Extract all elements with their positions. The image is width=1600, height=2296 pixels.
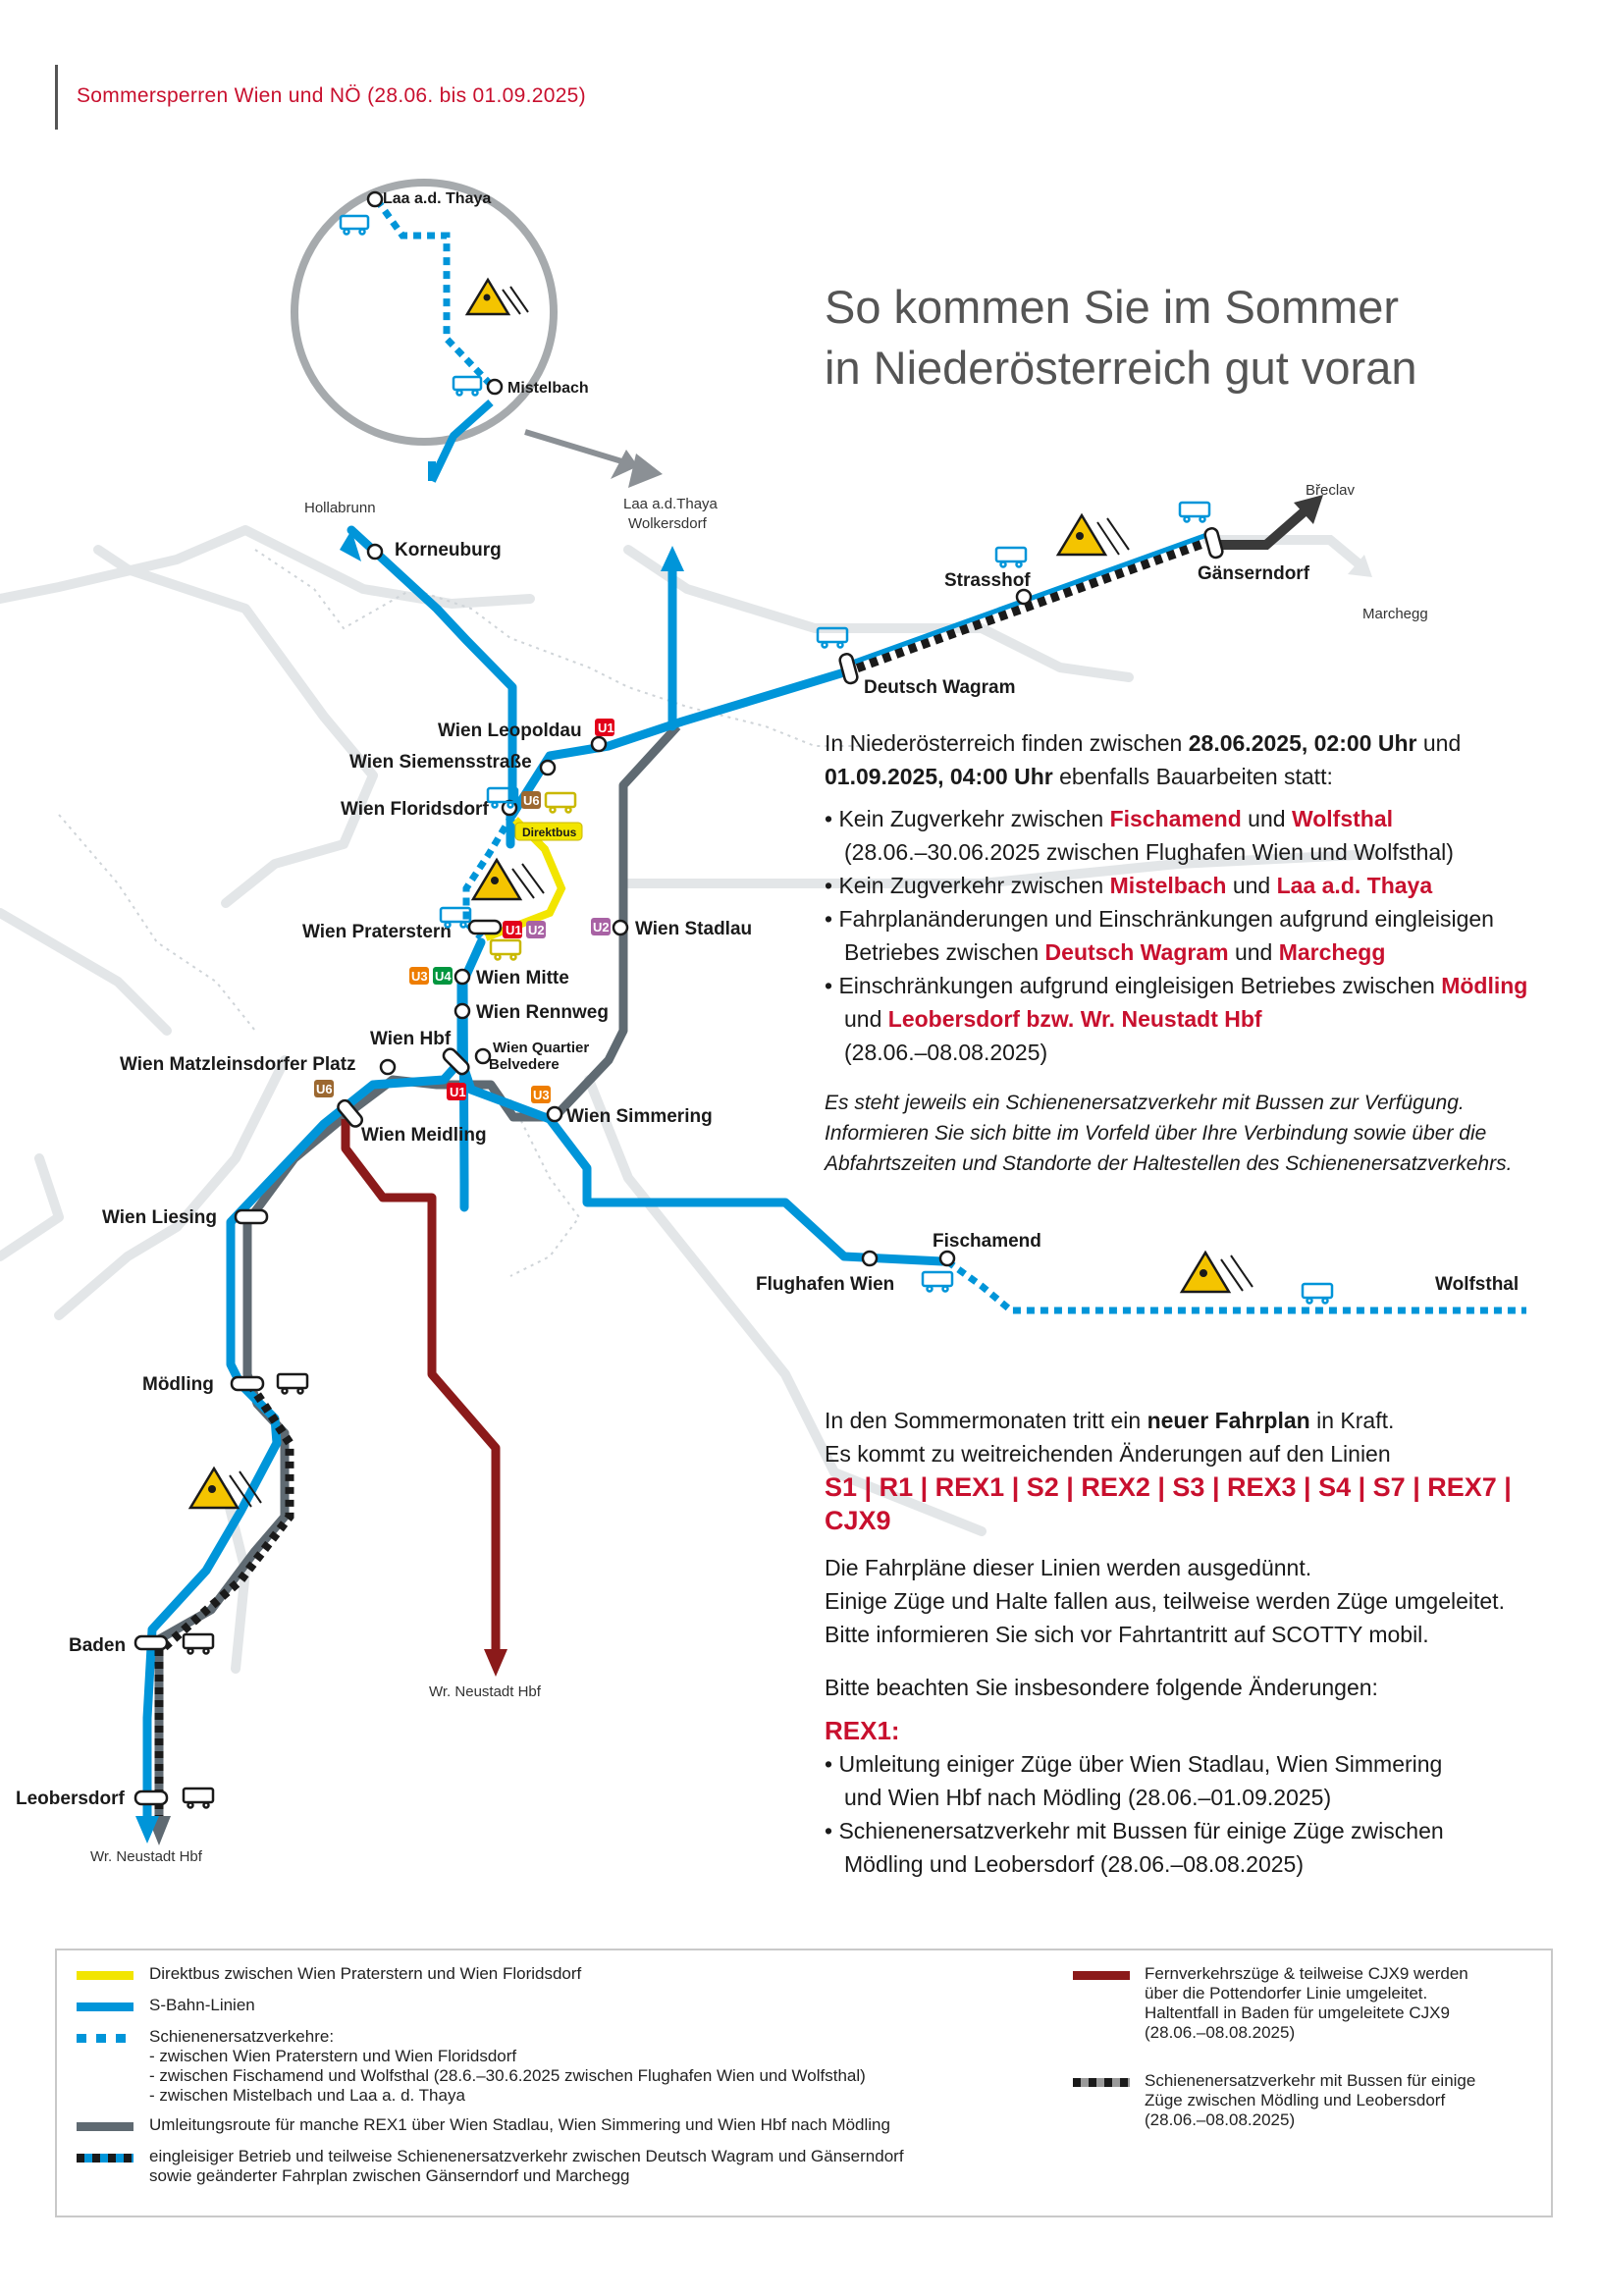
construction-icon (1058, 515, 1129, 555)
badge-u3-simmering: U3 (533, 1088, 550, 1102)
legend-fernverkehr: Fernverkehrszüge & teilweise CJX9 werden über die Pottendorfer Linie umgeleitet. Haltentfall in Baden für umgeleitete CJX9 (28.06.–08.08.2025) (1145, 1964, 1468, 2042)
bus-icon (184, 1634, 213, 1654)
legend-swatch-sev (77, 2034, 133, 2043)
legend-swatch-direktbus (77, 1971, 133, 1980)
label-gaenserndorf: Gänserndorf (1198, 563, 1310, 584)
label-breclav: Břeclav (1306, 482, 1356, 499)
label-laa: Laa a.d. Thaya (383, 190, 492, 207)
badge-u3-mitte: U3 (411, 969, 428, 984)
label-praterstern: Wien Praterstern (302, 922, 452, 942)
label-mistelbach: Mistelbach (507, 380, 589, 397)
line-fernverkehr (346, 1119, 496, 1649)
label-quartier1: Wien Quartier (493, 1040, 590, 1056)
station-simmering (548, 1107, 561, 1121)
bus-icon (923, 1272, 952, 1292)
bullet-list: • Kein Zugverkehr zwischen Fischamend und Wolfsthal (28.06.–30.06.2025 zwischen Flughafen Wien und Wolfsthal) • Kein Zugverkehr zwischen Mistelbach und Laa a.d. Thaya • Fahrplanänderungen und Einschränkungen aufgrund eingleisigen Betriebes zwischen Deutsch Wagram und Marchegg • Einschränkungen aufgrund eingleisigen Betriebes zwischen Mödling und Leobersdorf bzw. Wr. Neustadt Hbf (28.06.–08.08.2025) (825, 806, 1528, 1065)
legend-swatch-eingleisig (77, 2154, 133, 2163)
legend-sbahn: S-Bahn-Linien (149, 1996, 255, 2014)
station-praterstern (469, 921, 501, 934)
station-rennweg (455, 1004, 469, 1018)
label-wrneustadt: Wr. Neustadt Hbf (429, 1683, 541, 1700)
inset-circle (294, 183, 554, 442)
legend-sev: Schienenersatzverkehre: - zwischen Wien Praterstern und Wien Floridsdorf - zwischen Fischamend und Wolfsthal (28.6.–30.6.2025 zwischen Flughafen Wien und Wolfsthal) - zwischen Mistelbach und Laa a. d. Thaya (149, 2027, 866, 2105)
label-fischamend: Fischamend (933, 1231, 1041, 1252)
station-liesing (236, 1210, 267, 1223)
italic-note: Es steht jeweils ein Schienenersatzverkehr mit Bussen zur Verfügung. Informieren Sie sich bitte im Vorfeld über Ihre Verbindung sowie über die Abfahrtszeiten und Standorte der Haltestellen des Schienenersatzverkehrs. (825, 1092, 1513, 1175)
label-moedling: Mödling (142, 1374, 214, 1395)
station-laa (368, 192, 382, 206)
badge-u1-leopoldau: U1 (598, 721, 614, 735)
label-meidling: Wien Meidling (361, 1125, 487, 1146)
intro-text: In Niederösterreich finden zwischen 28.06.2025, 02:00 Uhr und 01.09.2025, 04:00 Uhr ebenfalls Bauarbeiten statt: (825, 730, 1462, 789)
station-mitte (455, 970, 469, 984)
legend-swatch-fernverkehr (1073, 1971, 1130, 1980)
rex1-heading: REX1: (825, 1716, 900, 1745)
station-leobersdorf (135, 1791, 167, 1804)
badge-u2-praterstern: U2 (528, 923, 545, 937)
station-baden (135, 1636, 167, 1649)
station-leopoldau (592, 737, 606, 751)
badge-u4-mitte: U4 (435, 969, 452, 984)
construction-icon (1182, 1253, 1253, 1292)
station-siemens (541, 761, 555, 774)
label-hollabrunn: Hollabrunn (304, 500, 376, 516)
legend-direktbus: Direktbus zwischen Wien Praterstern und Wien Floridsdorf (149, 1964, 582, 1983)
label-quartier2: Belvedere (489, 1056, 560, 1073)
badge-u1-hbf: U1 (450, 1085, 466, 1099)
station-matzleinsdorf (381, 1060, 395, 1074)
station-gaenserndorf (1203, 527, 1223, 559)
legend-eingleisig: eingleisiger Betrieb und teilweise Schienenersatzverkehr zwischen Deutsch Wagram und Gänserndorf sowie geänderter Fahrplan zwischen Gänserndorf und Marchegg (149, 2147, 904, 2185)
lines-list: S1 | R1 | REX1 | S2 | REX2 | S3 | REX3 | S4 | S7 | REX7 | CJX9 (825, 1472, 1512, 1535)
bus-icon (491, 940, 520, 960)
station-quartier (476, 1049, 490, 1063)
station-dwagram (838, 653, 858, 684)
legend (55, 1949, 1553, 2217)
page-title: So kommen Sie im Sommer in Niederösterreich gut voran (825, 281, 1417, 394)
label-simmering: Wien Simmering (566, 1106, 713, 1127)
station-fischamend (940, 1252, 954, 1265)
bus-icon (1180, 503, 1209, 522)
header-text: Sommersperren Wien und NÖ (28.06. bis 01.09.2025) (77, 84, 586, 107)
bus-icon (546, 793, 575, 813)
bus-icon (184, 1789, 213, 1808)
label-wolkersdorf: Wolkersdorf (628, 515, 707, 532)
label-siemens: Wien Siemensstraße (349, 752, 532, 773)
station-stadlau (613, 921, 627, 934)
badge-u2-stadlau: U2 (593, 920, 610, 934)
label-leopoldau: Wien Leopoldau (438, 721, 582, 741)
station-moedling (232, 1377, 263, 1390)
legend-swatch-umleitung (77, 2122, 133, 2131)
label-liesing: Wien Liesing (102, 1207, 218, 1228)
legend-swatch-sbahn (77, 2002, 133, 2011)
label-flughafen: Flughafen Wien (756, 1274, 895, 1295)
label-laa2: Laa a.d.Thaya (623, 496, 718, 512)
bus-icon (278, 1374, 307, 1394)
bus-icon (996, 548, 1026, 567)
label-direktbus: Direktbus (522, 826, 577, 839)
label-matzleinsdorf: Wien Matzleinsdorfer Platz (120, 1054, 356, 1075)
label-wolfsthal: Wolfsthal (1435, 1274, 1520, 1295)
label-mitte: Wien Mitte (476, 968, 569, 988)
station-strasshof (1017, 590, 1031, 604)
label-korneuburg: Korneuburg (395, 540, 502, 561)
bus-icon (1303, 1284, 1332, 1304)
label-strasshof: Strasshof (944, 570, 1031, 591)
label-floridsdorf: Wien Floridsdorf (341, 799, 489, 820)
label-baden: Baden (69, 1635, 127, 1656)
label-wrneustadt2: Wr. Neustadt Hbf (90, 1848, 202, 1865)
badge-u1-praterstern: U1 (506, 923, 522, 937)
station-mistelbach (488, 380, 502, 394)
label-rennweg: Wien Rennweg (476, 1002, 609, 1023)
station-flughafen (863, 1252, 877, 1265)
fahrplan-text: In den Sommermonaten tritt ein neuer Fahrplan in Kraft. Es kommt zu weitreichenden Änderungen auf den Linien S1 | R1 | REX1 | S2 | REX2 | S3 | REX3 | S4 | S7 | REX7 | CJX9 Die Fahrpläne dieser Linien werden ausgedünnt. Einige Züge und Halte fallen aus, teilweise werden Züge umgeleitet. Bitte informieren Sie sich vor Fahrtantritt auf SCOTTY mobil. Bitte beachten Sie insbesondere folgende Änderungen: REX1: • Umleitung einiger Züge über Wien Stadlau, Wien Simmering und Wien Hbf nach Mödling (28.06.–01.09.2025) • Schienenersatzverkehr mit Bussen für einige Züge zwischen Mödling und Leobersdorf (28.06.–08.08.2025) (825, 1404, 1551, 1881)
label-dwagram: Deutsch Wagram (864, 677, 1016, 698)
label-stadlau: Wien Stadlau (635, 919, 753, 939)
station-korneuburg (368, 545, 382, 559)
label-leobersdorf: Leobersdorf (16, 1789, 125, 1809)
legend-swatch-sev-moedling (1073, 2078, 1130, 2087)
badge-u6-meidling: U6 (316, 1082, 333, 1096)
label-hbf: Wien Hbf (370, 1029, 452, 1049)
badge-u6-floridsdorf: U6 (523, 793, 540, 808)
legend-umleitung: Umleitungsroute für manche REX1 über Wien Stadlau, Wien Simmering und Wien Hbf nach Mödling (149, 2115, 890, 2134)
legend-sev-moedling: Schienenersatzverkehr mit Bussen für einige Züge zwischen Mödling und Leobersdorf (28.06.–08.08.2025) (1145, 2071, 1476, 2129)
label-marchegg: Marchegg (1362, 606, 1428, 622)
